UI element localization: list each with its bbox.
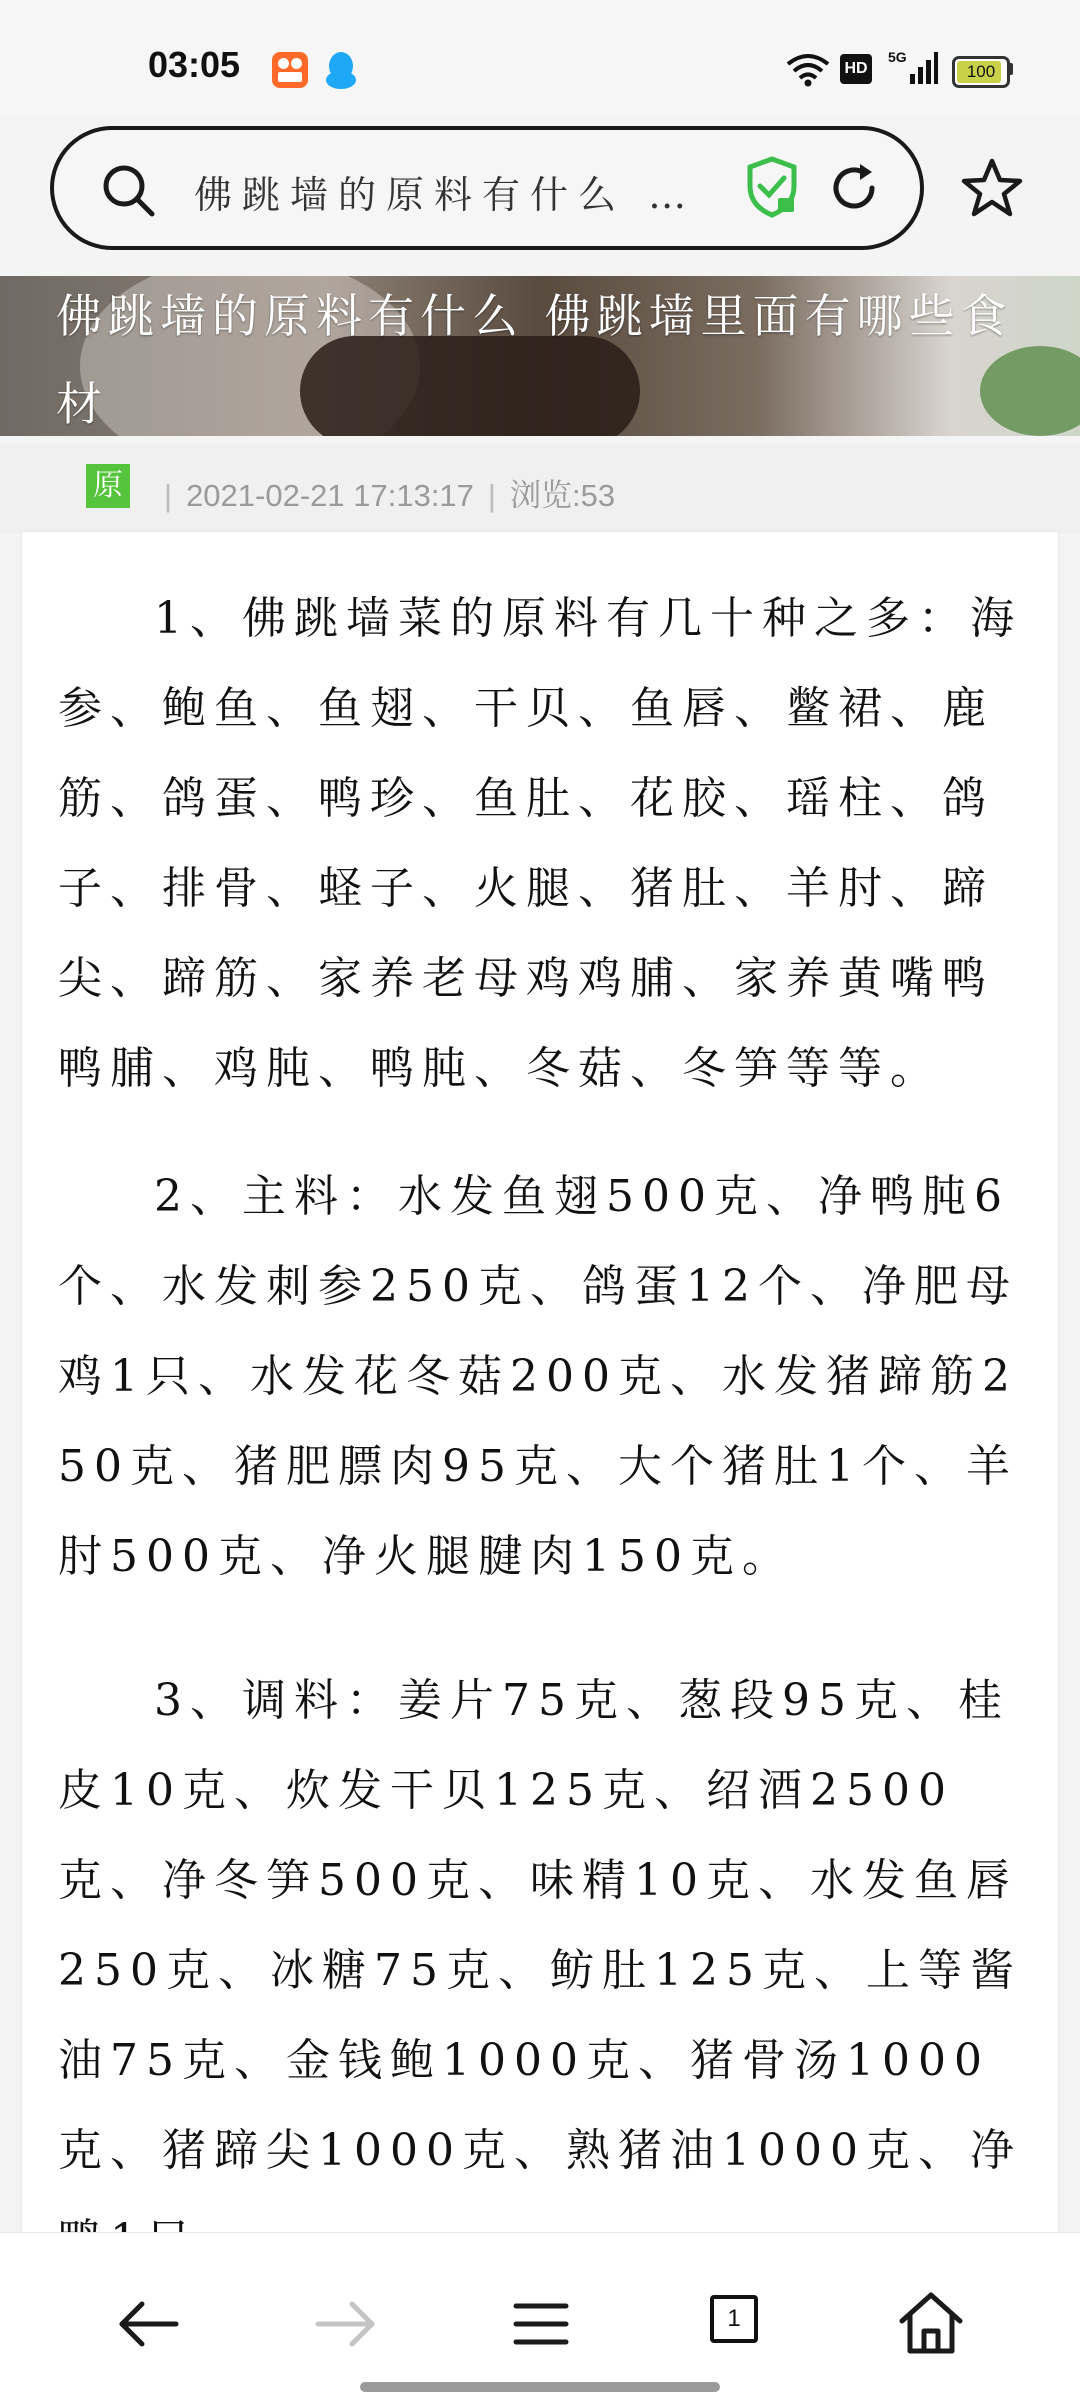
article-body bbox=[22, 532, 1058, 2232]
meta-separator: | bbox=[487, 478, 496, 513]
battery-level: 100 bbox=[966, 62, 996, 81]
home-icon[interactable] bbox=[896, 2289, 966, 2359]
battery-icon bbox=[952, 56, 1010, 88]
meta-info bbox=[150, 470, 615, 515]
original-badge: 原 bbox=[86, 464, 130, 508]
reload-icon[interactable] bbox=[824, 158, 884, 218]
url-text[interactable]: 佛跳墙的原料有什么 … bbox=[194, 173, 697, 217]
meta-separator: | bbox=[164, 478, 173, 513]
article-title: 佛跳墙的原料有什么 佛跳墙里面有哪些食材 bbox=[56, 289, 1013, 431]
hd-badge: HD bbox=[840, 54, 872, 84]
tab-count: 1 bbox=[710, 2295, 758, 2343]
bookmark-star-icon[interactable] bbox=[960, 156, 1024, 220]
status-time: 03:05 bbox=[148, 44, 241, 85]
security-shield-icon[interactable] bbox=[744, 156, 800, 218]
menu-icon[interactable] bbox=[506, 2289, 576, 2359]
article-meta bbox=[0, 444, 1080, 534]
address-bar[interactable] bbox=[50, 126, 924, 250]
article-paragraph: 2、主料：水发鱼翅500克、净鸭肫6个、水发刺参250克、鸽蛋12个、净肥母鸡1只、水发花冬菇200克、水发猪蹄筋250克、猪肥膘肉95克、大个猪肚1个、羊肘500克、净火腿腱肉150克。 bbox=[58, 1171, 1018, 1582]
tabs-button[interactable] bbox=[700, 2289, 770, 2359]
search-icon[interactable] bbox=[100, 162, 158, 220]
network-type-label: 5G bbox=[888, 49, 907, 65]
status-bar bbox=[0, 0, 1080, 118]
publish-date: 2021-02-21 17:13:17 bbox=[186, 478, 474, 513]
back-arrow-icon[interactable] bbox=[114, 2289, 184, 2359]
home-indicator-bar[interactable] bbox=[360, 2382, 720, 2392]
battery-tip bbox=[1008, 63, 1013, 75]
article-paragraph: 1、佛跳墙菜的原料有几十种之多：海参、鲍鱼、鱼翅、干贝、鱼唇、鳖裙、鹿筋、鸽蛋、鸭珍、鱼肚、花胶、瑶柱、鸽子、排骨、蛏子、火腿、猪肚、羊肘、蹄尖、蹄筋、家养老母鸡鸡脯、家养黄嘴鸭鸭脯、鸡肫、鸭肫、冬菇、冬笋等等。 bbox=[58, 593, 1022, 1094]
bottom-toolbar bbox=[0, 2232, 1080, 2400]
forward-arrow-icon[interactable] bbox=[310, 2289, 380, 2359]
wifi-icon bbox=[786, 52, 830, 88]
article-paragraph: 3、调料：姜片75克、葱段95克、桂皮10克、炊发干贝125克、绍酒2500克、净冬笋500克、味精10克、水发鱼唇250克、冰糖75克、鲂肚125克、上等酱油75克、金钱鲍1000克、猪骨汤1000克、猪蹄尖1000克、熟猪油1000克、净 bbox=[58, 1675, 1022, 2176]
qq-penguin-icon bbox=[324, 50, 358, 90]
kuaishou-app-icon bbox=[272, 52, 308, 88]
signal-5g-icon bbox=[888, 48, 938, 88]
view-count: 浏览:53 bbox=[509, 478, 616, 513]
